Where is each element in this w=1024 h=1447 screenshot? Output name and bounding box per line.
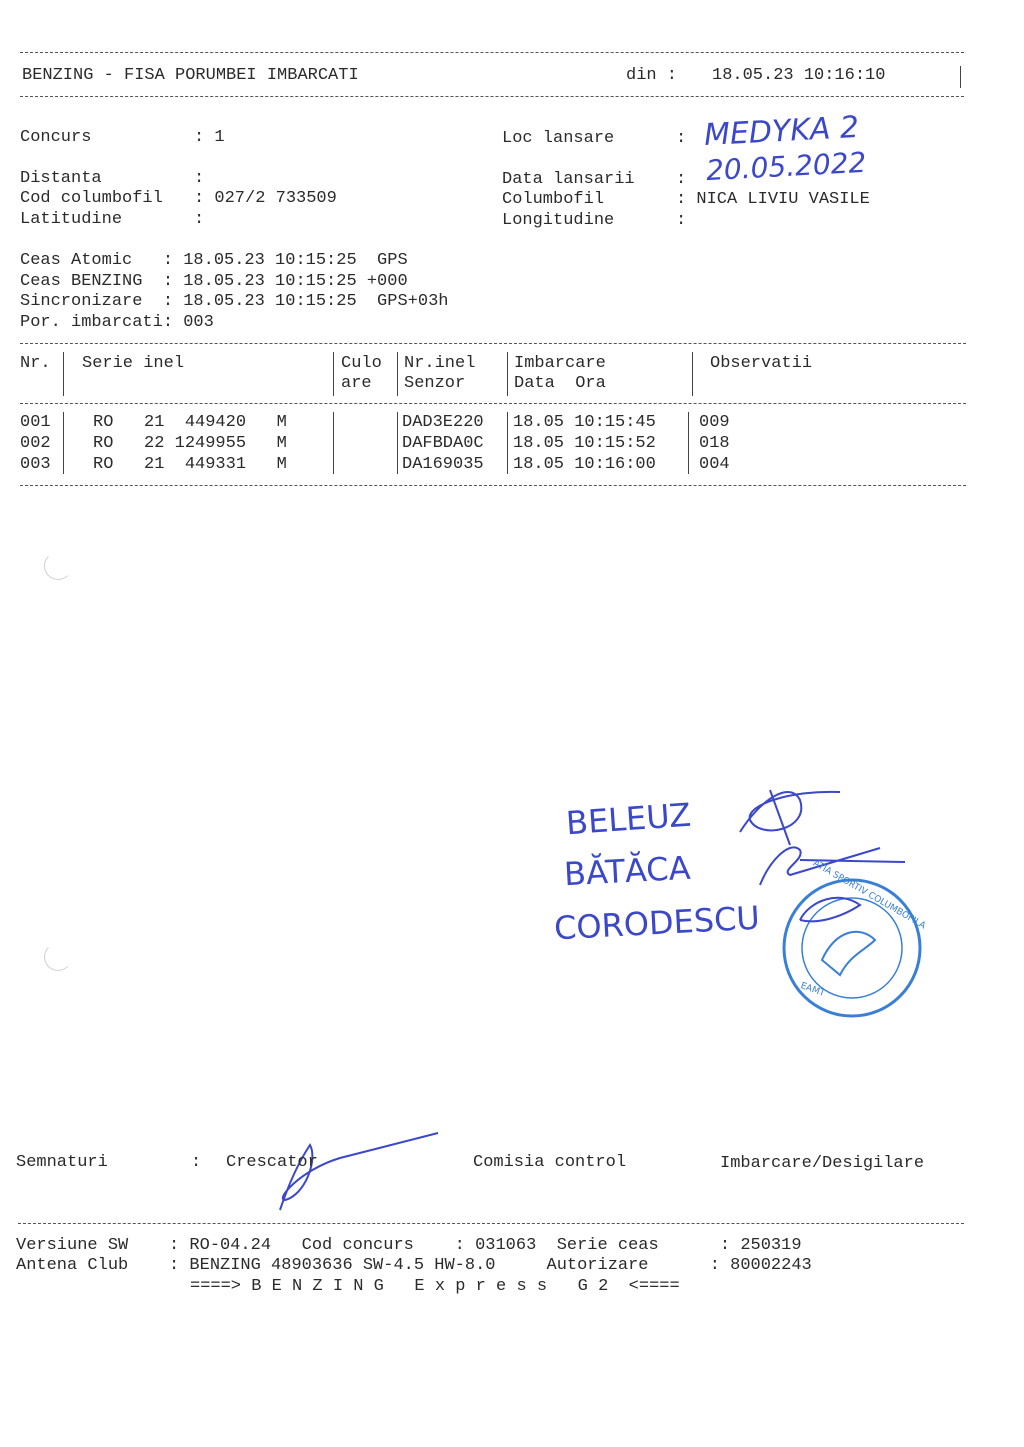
- handwritten-loc-lansare: MEDYKA 2: [703, 109, 860, 154]
- footer-rule: [18, 1223, 964, 1224]
- distanta-value: :: [194, 169, 205, 188]
- stamp-text-top: ATIA SPORTIV COLUMBOFILA: [811, 858, 928, 932]
- col-header-culoare-2: are: [341, 374, 372, 393]
- col-header-nr-inel-1: Nr.inel: [404, 354, 476, 373]
- cell-serie-inel: RO 21 449420 M: [93, 413, 287, 432]
- handwritten-data-lansarii: 20.05.2022: [705, 145, 868, 188]
- cell-nr: 001: [20, 413, 51, 432]
- club-stamp: [784, 880, 920, 1016]
- cod-columbofil-label: Cod columbofil: [20, 189, 163, 208]
- cod-columbofil-value: : 027/2 733509: [194, 189, 337, 208]
- col-header-imbarcare-1: Imbarcare: [514, 354, 606, 373]
- ceas-atomic-line: Ceas Atomic : 18.05.23 10:15:25 GPS: [20, 251, 408, 270]
- printout-datetime: 18.05.23 10:16:10: [712, 66, 886, 85]
- latitudine-value: :: [194, 210, 205, 229]
- semnaturi-label: Semnaturi: [16, 1153, 108, 1172]
- signature-beleuz-mark: [740, 790, 840, 845]
- crescator-label: Crescator: [226, 1153, 318, 1172]
- sincronizare-line: Sincronizare : 18.05.23 10:15:25 GPS+03h: [20, 292, 449, 311]
- cell-imbarcare: 18.05 10:15:45: [513, 413, 656, 432]
- cell-observatii: 004: [699, 455, 730, 474]
- longitudine-label: Longitudine: [502, 211, 615, 230]
- loc-lansare-colon: :: [676, 129, 687, 148]
- longitudine-value: :: [676, 211, 687, 230]
- footer-brand-line: ====> B E N Z I N G E x p r e s s G 2 <====: [190, 1277, 680, 1296]
- footer-antena-line: Antena Club : BENZING 48903636 SW-4.5 HW-8.0 Autorizare : 80002243: [16, 1256, 812, 1275]
- comisia-control-label: Comisia control: [473, 1153, 627, 1172]
- cell-imbarcare: 18.05 10:15:52: [513, 434, 656, 453]
- cell-observatii: 018: [699, 434, 730, 453]
- handwritten-name-beleuz: BELEUZ: [564, 795, 693, 843]
- semnaturi-colon: :: [191, 1153, 202, 1172]
- cell-nr: 003: [20, 455, 51, 474]
- footer-versiune-line: Versiune SW : RO-04.24 Cod concurs : 031063 Serie ceas : 250319: [16, 1236, 802, 1255]
- handwritten-name-corodescu: CORODESCU: [553, 898, 761, 948]
- document-title: BENZING - FISA PORUMBEI IMBARCATI: [22, 66, 359, 85]
- ceas-benzing-line: Ceas BENZING : 18.05.23 10:15:25 +000: [20, 272, 408, 291]
- col-header-observatii: Observatii: [710, 354, 813, 373]
- cell-serie-inel: RO 22 1249955 M: [93, 434, 287, 453]
- cell-senzor: DA169035: [402, 455, 484, 474]
- columbofil-label: Columbofil: [502, 190, 605, 209]
- concurs-label: Concurs: [20, 128, 92, 147]
- porumbei-imbarcati-line: Por. imbarcati: 003: [20, 313, 214, 332]
- col-header-nr: Nr.: [20, 354, 51, 373]
- latitudine-label: Latitudine: [20, 210, 123, 229]
- cell-serie-inel: RO 21 449331 M: [93, 455, 287, 474]
- col-header-nr-inel-2: Senzor: [404, 374, 466, 393]
- data-lansarii-colon: :: [676, 170, 687, 189]
- columbofil-value: : NICA LIVIU VASILE: [676, 190, 870, 209]
- cell-imbarcare: 18.05 10:16:00: [513, 455, 656, 474]
- distanta-label: Distanta: [20, 169, 102, 188]
- col-header-culoare-1: Culo: [341, 354, 382, 373]
- col-header-serie-inel: Serie inel: [82, 354, 185, 373]
- imbarcare-desigilare-label: Imbarcare/Desigilare: [720, 1154, 925, 1173]
- col-header-imbarcare-2: Data Ora: [514, 374, 606, 393]
- cell-senzor: DAFBDA0C: [402, 434, 484, 453]
- cell-observatii: 009: [699, 413, 730, 432]
- data-lansarii-label: Data lansarii: [502, 170, 635, 189]
- cell-nr: 002: [20, 434, 51, 453]
- handwritten-name-bataca: BĂTĂCA: [563, 848, 692, 894]
- concurs-value: : 1: [194, 128, 225, 147]
- stamp-text-bottom: EAMT: [799, 981, 827, 999]
- date-label: din :: [626, 66, 678, 85]
- cell-senzor: DAD3E220: [402, 413, 484, 432]
- loc-lansare-label: Loc lansare: [502, 129, 615, 148]
